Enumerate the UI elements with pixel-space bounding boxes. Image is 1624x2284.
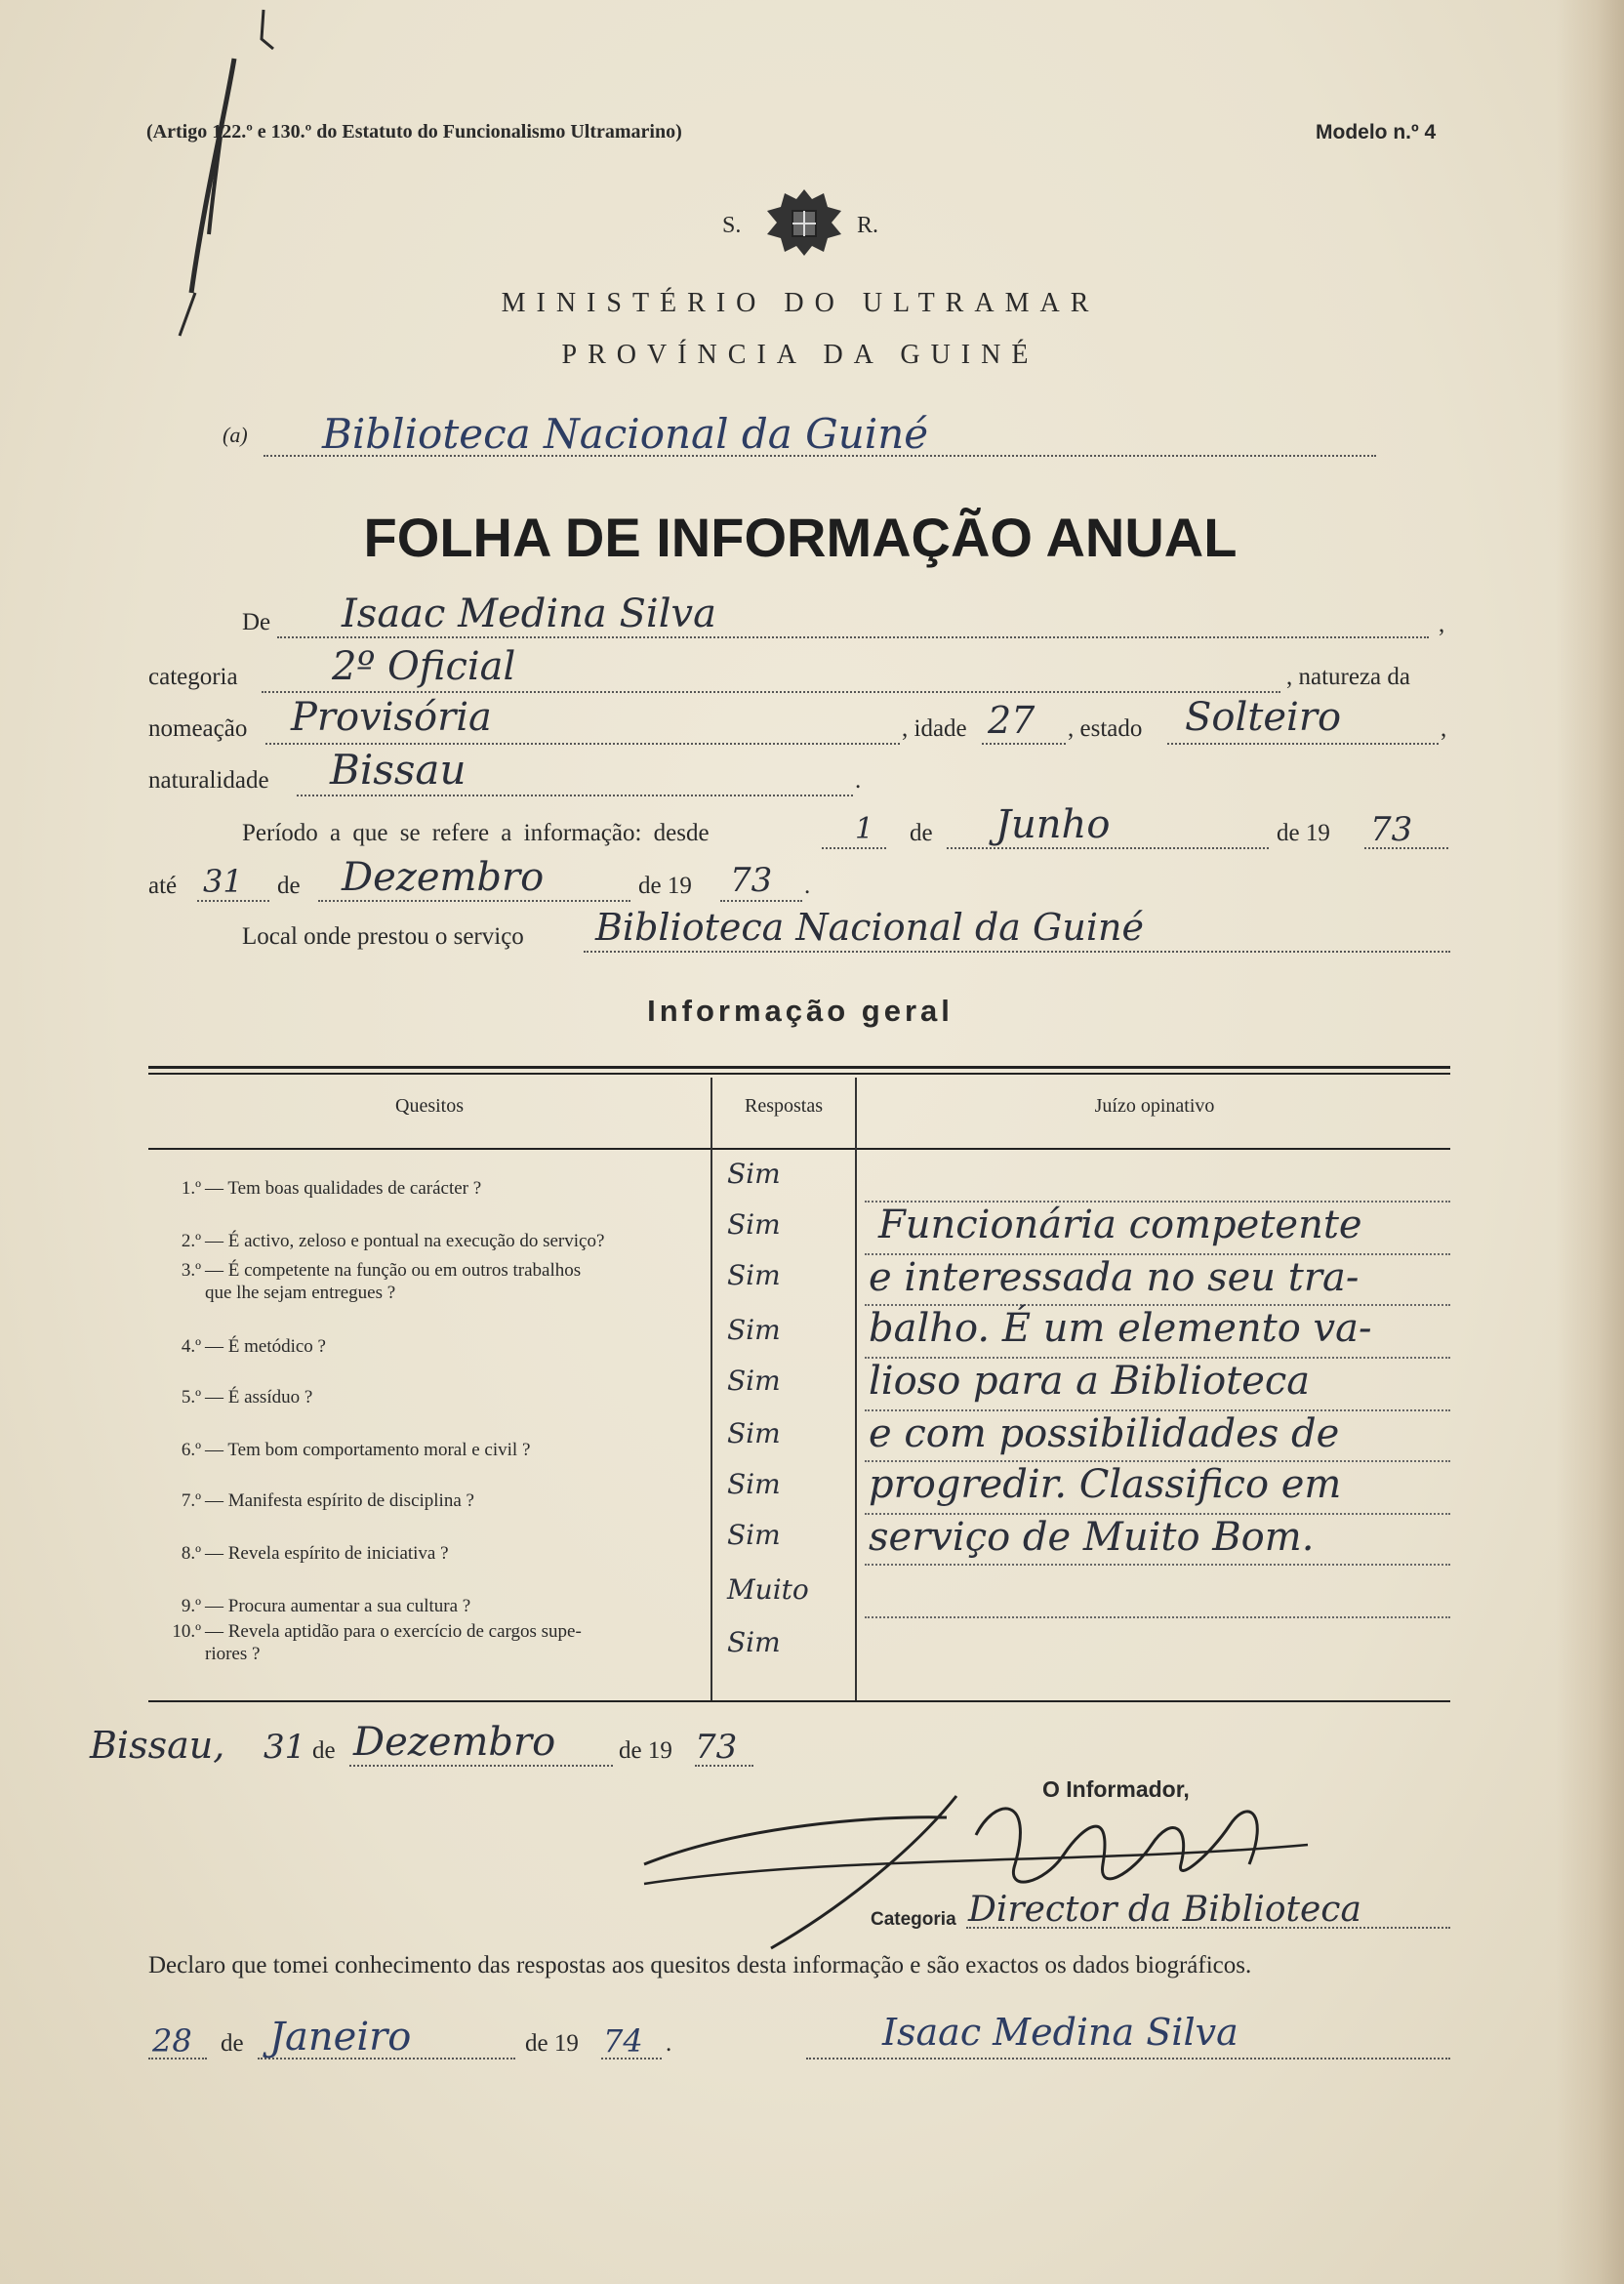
from-month-line: [947, 847, 1269, 849]
comma: ,: [1439, 611, 1445, 637]
de-text: de: [910, 820, 933, 846]
de-19-text: de 19: [1277, 820, 1330, 846]
declaration-text: Declaro que tomei conhecimento das respostas aos quesitos desta informação e são exactos os dados biográficos.: [148, 1952, 1252, 1978]
naturalidade-value: Bissau: [330, 746, 467, 794]
legal-reference: (Artigo 122.º e 130.º do Estatuto do Funcionalismo Ultramarino): [146, 121, 682, 143]
de-text: de: [312, 1737, 336, 1764]
question-row: 10.º — Revela aptidão para o exercício de cargos supe- riores ?: [172, 1621, 582, 1664]
to-day-line: [197, 900, 269, 902]
answer: Sim: [727, 1626, 781, 1658]
sign-place: Bissau,: [90, 1724, 225, 1767]
ack-month: Janeiro: [269, 2015, 412, 2060]
from-year: 73: [1370, 810, 1413, 849]
period: .: [804, 873, 811, 899]
sign-day: 31: [264, 1728, 306, 1767]
answer: Sim: [727, 1468, 781, 1500]
question-row: 1.º — Tem boas qualidades de carácter ?: [181, 1178, 482, 1199]
judgement-text: progredir. Classifico em: [869, 1462, 1342, 1507]
judgement-line: [865, 1616, 1450, 1618]
question-row: 7.º — Manifesta espírito de disciplina ?: [181, 1490, 474, 1511]
judgement-text: e interessada no seu tra-: [869, 1255, 1360, 1300]
period: .: [666, 2030, 672, 2057]
sign-month: Dezembro: [353, 1720, 556, 1765]
answer: Sim: [727, 1417, 781, 1449]
ack-signature-line: [806, 2058, 1450, 2060]
period-label: Período a que se refere a informação: desde: [242, 820, 710, 846]
service-label: (a): [223, 423, 248, 447]
question-row: 3.º — É competente na função ou em outros trabalhos que lhe sejam entregues ?: [181, 1260, 582, 1303]
de-19-text: de 19: [638, 873, 692, 899]
local-line: [584, 951, 1450, 953]
categoria-line: [262, 691, 1280, 693]
categoria-signature-value: Director da Biblioteca: [968, 1890, 1361, 1930]
nomeacao-line: [265, 743, 900, 745]
column-divider: [855, 1078, 857, 1700]
question-row: 4.º — É metódico ?: [181, 1336, 326, 1357]
sign-year: 73: [695, 1728, 738, 1767]
ack-year: 74: [603, 2022, 643, 2060]
local-label: Local onde prestou o serviço: [242, 923, 524, 950]
province-title: PROVÍNCIA DA GUINÉ: [561, 340, 1039, 370]
categoria-signature-label: Categoria: [871, 1909, 956, 1930]
from-month: Junho: [995, 802, 1111, 847]
table-header-rule: [148, 1148, 1450, 1150]
judgement-text: lioso para a Biblioteca: [869, 1359, 1311, 1404]
table-top-rule-2: [148, 1073, 1450, 1075]
nomeacao-label: nomeação: [148, 715, 248, 742]
ack-signature: Isaac Medina Silva: [882, 2011, 1238, 2054]
judgement-text: serviço de Muito Bom.: [869, 1515, 1315, 1560]
name-line: [277, 636, 1429, 638]
de-text: de: [277, 873, 301, 899]
period: .: [855, 767, 862, 794]
answer: Sim: [727, 1158, 781, 1190]
header-juizo: Juízo opinativo: [1094, 1095, 1215, 1117]
question-row: 5.º — É assíduo ?: [181, 1387, 313, 1407]
answer: Muito: [727, 1573, 809, 1606]
categoria-value: 2º Oficial: [332, 644, 516, 689]
answer: Sim: [727, 1208, 781, 1241]
answer: Sim: [727, 1365, 781, 1397]
header-respostas: Respostas: [745, 1095, 823, 1117]
sr-right: R.: [857, 213, 879, 238]
from-day-line: [822, 847, 886, 849]
question-row: 6.º — Tem bom comportamento moral e civil ?: [181, 1440, 531, 1460]
answer: Sim: [727, 1314, 781, 1346]
ack-day: 28: [152, 2022, 192, 2060]
idade-line: [982, 743, 1066, 745]
judgement-text: balho. É um elemento va-: [869, 1306, 1372, 1351]
sr-left: S.: [722, 213, 742, 238]
categoria-label: categoria: [148, 664, 238, 690]
to-month: Dezembro: [342, 855, 545, 900]
ministry-title: MINISTÉRIO DO ULTRAMAR: [501, 288, 1100, 318]
question-row: 2.º — É activo, zeloso e pontual na execução do serviço?: [181, 1231, 605, 1251]
service-value: Biblioteca Nacional da Guiné: [322, 410, 929, 458]
de-label: De: [242, 609, 271, 635]
model-number: Modelo n.º 4: [1316, 121, 1437, 143]
table-top-rule: [148, 1066, 1450, 1069]
ate-label: até: [148, 873, 178, 899]
answer: Sim: [727, 1519, 781, 1551]
estado-label: , estado: [1068, 715, 1143, 742]
informador-label: O Informador,: [1042, 1776, 1190, 1802]
nomeacao-value: Provisória: [291, 695, 492, 740]
natureza-label: , natureza da: [1286, 664, 1411, 690]
pen-marks-icon: [98, 0, 293, 351]
naturalidade-label: naturalidade: [148, 767, 269, 794]
question-row: 9.º — Procura aumentar a sua cultura ?: [181, 1596, 471, 1616]
de-text: de: [221, 2030, 244, 2057]
question-row: 8.º — Revela espírito de iniciativa ?: [181, 1543, 449, 1564]
to-year-line: [720, 900, 802, 902]
judgement-line: [865, 1564, 1450, 1566]
comma: ,: [1441, 715, 1447, 742]
to-month-line: [318, 900, 630, 902]
naturalidade-line: [297, 795, 853, 796]
person-name: Isaac Medina Silva: [342, 591, 716, 636]
judgement-text: Funcionária competente: [878, 1203, 1362, 1247]
coat-of-arms-icon: [763, 185, 845, 260]
local-value: Biblioteca Nacional da Guiné: [595, 906, 1144, 949]
idade-label: , idade: [902, 715, 967, 742]
judgement-text: e com possibilidades de: [869, 1411, 1340, 1456]
to-year: 73: [730, 861, 773, 900]
to-day: 31: [203, 863, 243, 900]
header-quesitos: Quesitos: [395, 1095, 464, 1117]
form-title: FOLHA DE INFORMAÇÃO ANUAL: [363, 507, 1238, 568]
estado-line: [1167, 743, 1439, 745]
answer: Sim: [727, 1259, 781, 1291]
idade-value: 27: [988, 699, 1035, 742]
from-day: 1: [855, 812, 874, 846]
sign-month-line: [349, 1765, 613, 1767]
de-19-text: de 19: [619, 1737, 672, 1764]
de-19-text: de 19: [525, 2030, 579, 2057]
section-title: Informação geral: [647, 994, 954, 1028]
estado-value: Solteiro: [1185, 695, 1342, 740]
table-bottom-rule: [148, 1700, 1450, 1702]
